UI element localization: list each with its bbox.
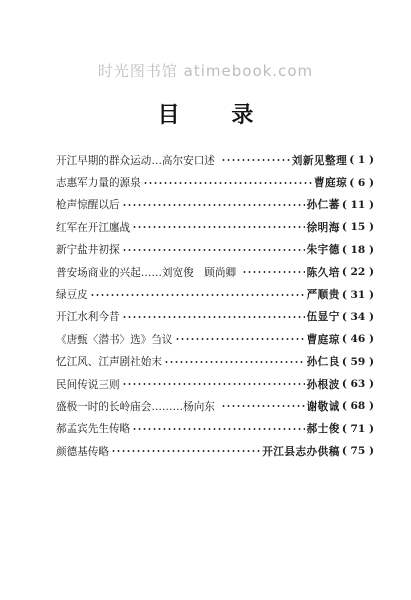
toc-entry-page: ( 59 ) — [341, 355, 374, 368]
toc-entry-author: 朱宇德 — [306, 244, 340, 257]
toc-entry-page: ( 22 ) — [341, 266, 374, 279]
toc-entry-page: ( 68 ) — [341, 400, 374, 413]
toc-entry — [56, 440, 374, 462]
dot-leader — [122, 245, 305, 255]
toc-entry-title: 新宁盐井初探 — [56, 244, 120, 257]
dot-leader — [122, 312, 305, 322]
toc-entry-page: ( 31 ) — [341, 288, 374, 301]
dot-leader — [122, 200, 305, 210]
toc-entry — [56, 328, 374, 350]
dot-leader — [164, 357, 305, 367]
toc-entry-author: 徐明海 — [306, 221, 340, 234]
toc-entry-title: 开江早期的群众运动…高尔安口述 — [56, 154, 215, 167]
toc-entry — [56, 418, 374, 440]
toc-entry-page: ( 71 ) — [341, 422, 374, 435]
toc-entry-page: ( 34 ) — [341, 310, 374, 323]
toc-entry — [56, 306, 374, 328]
toc-entry — [56, 194, 374, 216]
dot-leader — [221, 401, 305, 411]
toc-entry-author: 严顺贵 — [306, 289, 340, 302]
toc-entry-page: ( 63 ) — [341, 378, 374, 391]
toc-entry-author: 郝士俊 — [306, 423, 340, 436]
toc-entry-title: 民间传说三则 — [56, 378, 120, 391]
dot-leader — [122, 379, 305, 389]
toc-entry-author: 刘新见整理 — [291, 154, 348, 167]
toc-entry-author: 伍显宁 — [306, 311, 340, 324]
toc-entry-title: 颜德基传略 — [56, 445, 109, 458]
dot-leader — [111, 446, 260, 456]
toc-entry-author: 孙仁蕃 — [306, 199, 340, 212]
dot-leader — [90, 290, 305, 300]
toc-entry-author: 谢敬诚 — [306, 400, 340, 413]
toc-entry-title: 志惠军力量的源泉 — [56, 177, 141, 190]
toc-entry-page: ( 11 ) — [341, 198, 374, 211]
toc-entry-author: 开江县志办供稿 — [262, 445, 340, 458]
toc-entry-page: ( 75 ) — [341, 445, 374, 458]
dot-leader — [221, 155, 290, 165]
toc-entry-author: 孙根波 — [306, 378, 340, 391]
toc-entry-author: 曹庭琼 — [306, 333, 340, 346]
toc-entry-title: 普安场商业的兴起……刘宽俊 顾尚卿 — [56, 266, 237, 279]
toc-entry-title: 红军在开江廛战 — [56, 221, 131, 234]
toc-entry-title: 开江水利今昔 — [56, 311, 120, 324]
toc-entry — [56, 261, 374, 283]
toc-entry-title: 盛极一时的长岭庙会………杨向东 — [56, 400, 215, 413]
toc-entry-author: 陈久培 — [306, 266, 340, 279]
toc-entry — [56, 351, 374, 373]
toc-entry — [56, 395, 374, 417]
dot-leader — [242, 267, 304, 277]
toc-entry-page: ( 1 ) — [349, 154, 374, 167]
toc-entry-title: 郝孟宾先生传略 — [56, 423, 131, 436]
toc-entry — [56, 283, 374, 305]
toc-entry-title: 忆江风、江声剧社始末 — [56, 356, 162, 369]
table-of-contents — [56, 149, 374, 462]
page-title: 目 录 — [157, 102, 276, 128]
dot-leader — [132, 222, 304, 232]
toc-entry-author: 曹庭琼 — [313, 177, 348, 190]
dot-leader — [175, 334, 305, 344]
toc-entry-author: 孙仁良 — [306, 356, 340, 369]
toc-entry-title: 《唐甄〈潜书〉选》刍议 — [56, 333, 173, 346]
toc-entry — [56, 149, 374, 171]
toc-entry-page: ( 46 ) — [341, 333, 374, 346]
toc-entry-page: ( 15 ) — [341, 221, 374, 234]
toc-entry — [56, 171, 374, 193]
dot-leader — [132, 424, 304, 434]
toc-entry — [56, 239, 374, 261]
toc-entry-title: 绿豆皮 — [56, 289, 88, 302]
toc-entry — [56, 216, 374, 238]
toc-entry-title: 枪声惊醒以后 — [56, 199, 120, 212]
toc-entry-page: ( 6 ) — [349, 176, 374, 189]
toc-entry — [56, 373, 374, 395]
watermark: 时光图书馆 atimebook.com — [97, 62, 314, 80]
toc-entry-page: ( 18 ) — [341, 243, 374, 256]
dot-leader — [143, 178, 312, 188]
